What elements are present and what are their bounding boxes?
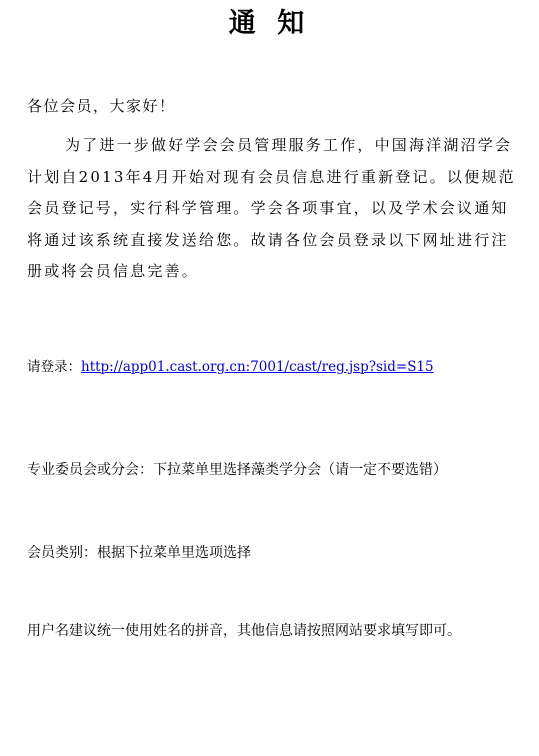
category-instruction: 会员类别：根据下拉菜单里选项选择 [27, 545, 251, 561]
username-instruction: 用户名建议统一使用姓名的拼音，其他信息请按照网站要求填写即可。 [27, 623, 461, 639]
notice-title: 通 知 [228, 8, 311, 39]
registration-link[interactable]: http://app01.cast.org.cn:7001/cast/reg.jsp?sid=S15 [81, 359, 434, 375]
notice-body-paragraph: 为了进一步做好学会会员管理服务工作，中国海洋湖沼学会计划自2013年4月开始对现有会员信息进行重新登记。以便规范会员登记号，实行科学管理。学会各项事宜，以及学术会议通知将通过该系统直接发送给您。故请各位会员登录以下网址进行注册或将会员信息完善。 [27, 136, 516, 280]
login-label: 请登录： [27, 359, 81, 375]
greeting-text: 各位会员，大家好！ [27, 97, 176, 115]
login-instruction [27, 357, 527, 377]
committee-instruction: 专业委员会或分会：下拉菜单里选择藻类学分会（请一定不要选错） [27, 462, 447, 478]
